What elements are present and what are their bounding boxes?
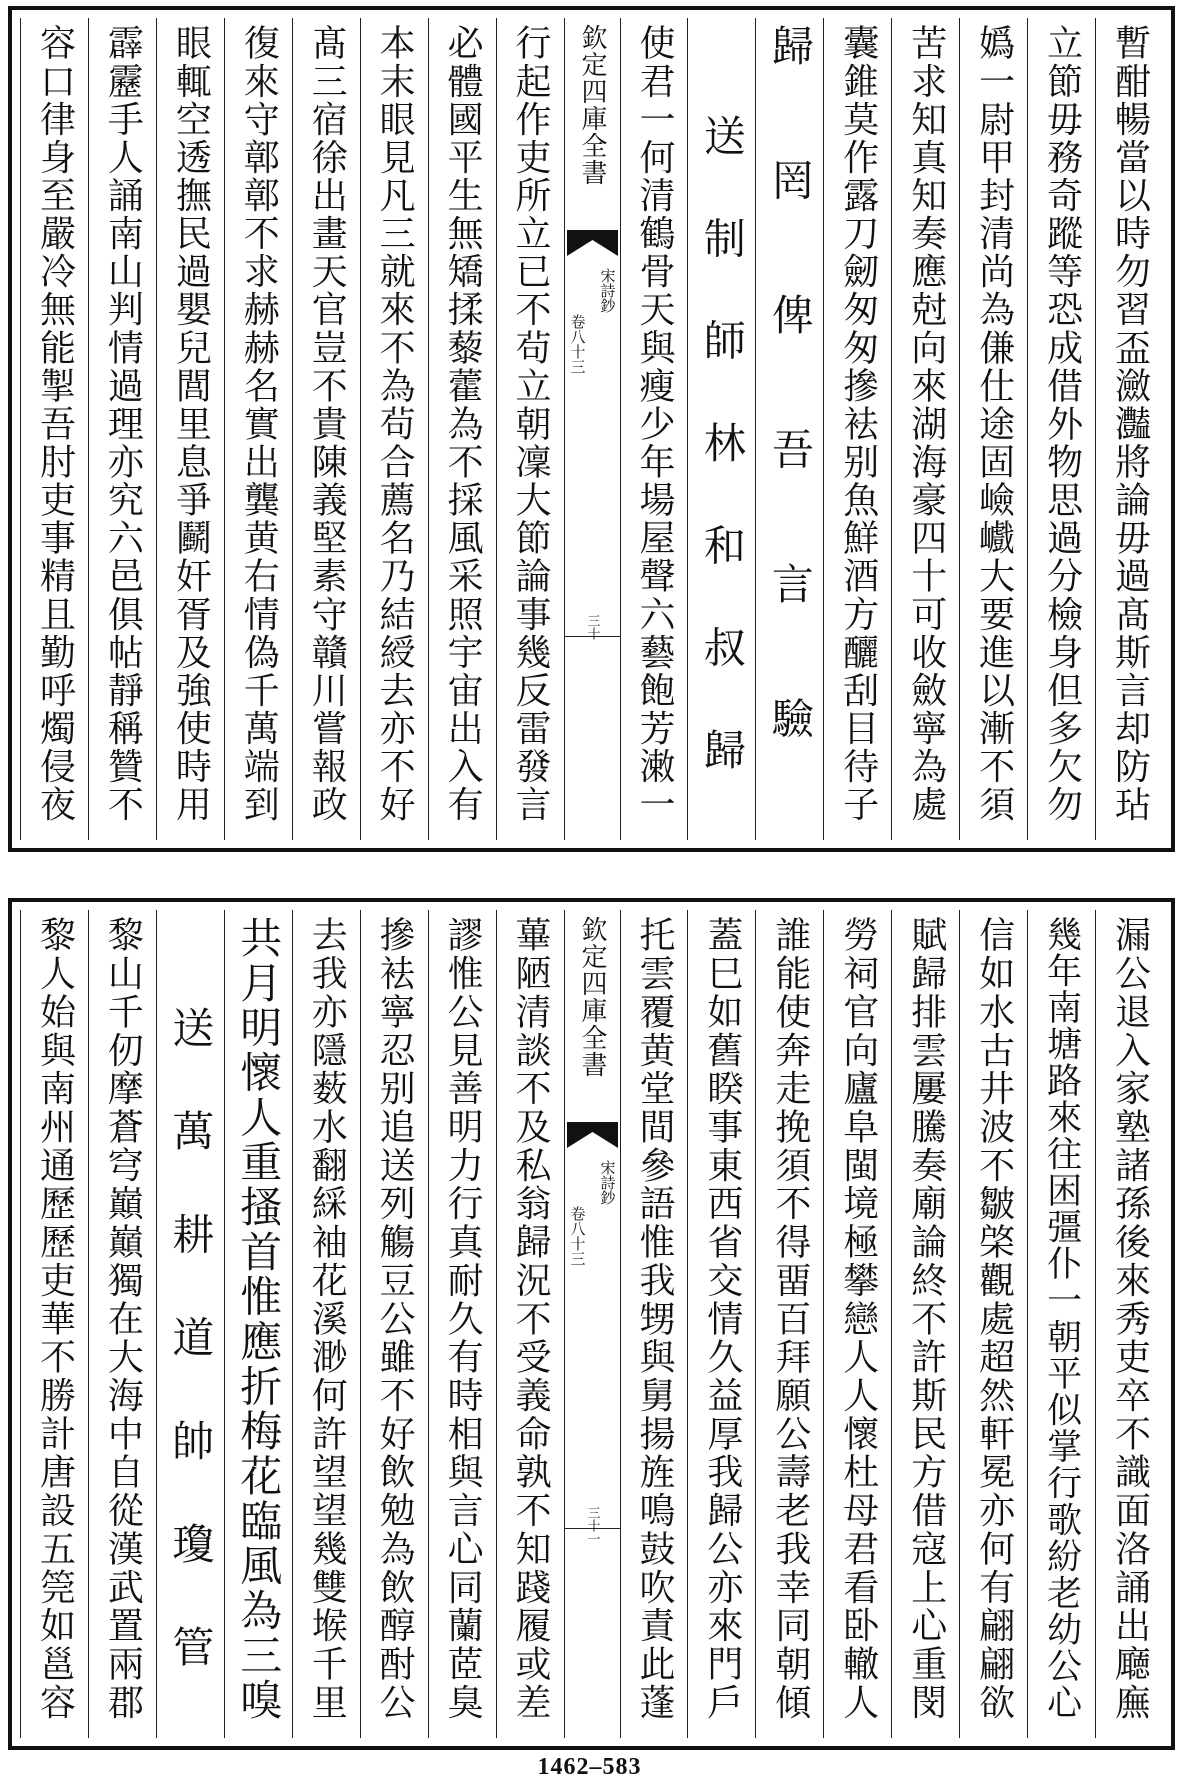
text-column: [428, 910, 496, 1738]
text-line: 歸罔俾吾言驗: [765, 24, 815, 831]
text-column: [20, 910, 88, 1738]
leaf-number: 三十: [584, 614, 600, 640]
center-fold-column: [564, 910, 620, 1738]
text-column: [156, 18, 224, 840]
text-column: [891, 18, 959, 840]
text-column: [292, 910, 360, 1738]
fishtail-mark-icon: [567, 1122, 618, 1148]
text-column: [959, 910, 1027, 1738]
text-line: 本末眼見凡三就來不為茍合薦名乃結綬去亦不好: [374, 24, 416, 824]
text-column: [687, 18, 755, 840]
volume-number: 卷八十三: [568, 314, 587, 374]
volume-number: 卷八十三: [568, 1206, 587, 1266]
text-line: 暫酣暢當以時勿習盃瀲灎將論毋過髙斯言却防玷: [1109, 24, 1151, 824]
text-column: [20, 18, 88, 840]
text-column: [620, 910, 688, 1738]
text-line: 去我亦隱薮水翻綵袖花溪渺何許望望幾雙堠千里: [306, 916, 348, 1722]
text-line: 勞祠官向廬阜閩境極攀戀人人懷杜母君看卧轍人: [837, 916, 879, 1722]
text-column: [1027, 18, 1095, 840]
text-line: 信如水古井波不皺棨觀處超然軒冕亦何有翩翩欲: [973, 916, 1015, 1722]
text-line: 必體國平生無矯揉藜藿為不採風采照宇宙出入有: [442, 24, 484, 824]
text-line: 苦求知真知奏應尅向來湖海豪四十可收斂寧為處: [905, 24, 947, 824]
text-line: 蓽陋清談不及私翁歸況不受義命孰不知踐履或差: [510, 916, 552, 1722]
library-title: 欽定四庫全書: [577, 916, 607, 1078]
text-line: 髙三宿徐出畫天官豈不貴陳義堅素守贛川嘗報政: [306, 24, 348, 824]
text-column: [959, 18, 1027, 840]
text-line: 立節毋務奇蹤等恐成借外物思過分檢身但多欠勿: [1041, 24, 1083, 824]
book-title: 宋詩鈔: [598, 268, 617, 313]
text-column: [891, 910, 959, 1738]
text-column: [496, 18, 564, 840]
poem-title: 送萬耕道帥瓊管: [166, 1006, 216, 1729]
text-line: 行起作吏所立已不茍立朝凜大節論事幾反雷發言: [510, 24, 552, 824]
text-column: [687, 910, 755, 1738]
top-page-body: [20, 18, 1163, 840]
text-column: [224, 910, 292, 1738]
text-column: [1095, 910, 1163, 1738]
text-line: 復來守鄣鄣不求赫赫名實出龔黄右情偽千萬端到: [238, 24, 280, 824]
text-line: 囊錐莫作露刀劒匆匆摻袪别魚鮮酒方釃刮目待子: [837, 24, 879, 824]
text-line: 漏公退入家塾諸孫後來秀吏卒不識面洛誦出廰廡: [1109, 916, 1151, 1722]
text-column: [620, 18, 688, 840]
top-page: [8, 6, 1175, 852]
text-column: [156, 910, 224, 1738]
text-column: [88, 18, 156, 840]
text-column: [1095, 18, 1163, 840]
text-column: [88, 910, 156, 1738]
fishtail-mark-icon: [567, 230, 618, 256]
text-line: 容口律身至嚴冷無能掣吾肘吏事精且勤呼燭侵夜: [34, 24, 76, 824]
text-line: 黎人始與南州通歷歷吏華不勝計唐設五筦如邕容: [34, 916, 76, 1722]
text-line: 謬惟公見善明力行真耐久有時相與言心同蘭茝臭: [442, 916, 484, 1722]
text-line: 賦歸排雲屢騰奏廟論終不許斯民方借寇上心重閔: [905, 916, 947, 1722]
text-column: [755, 18, 823, 840]
text-line: 使君一何清鶴骨天與瘦少年場屋聲六藝飽芳潄一: [633, 24, 675, 824]
text-line: 嬀一尉甲封清尚為傔仕途固嶮巇大要進以漸不須: [973, 24, 1015, 824]
text-column: [360, 18, 428, 840]
text-column: [823, 18, 891, 840]
text-column: [823, 910, 891, 1738]
library-title: 欽定四庫全書: [577, 24, 607, 186]
leaf-number: 三十一: [584, 1506, 600, 1545]
text-line: 托雲覆黄堂間參語惟我甥與舅揚旌鳴鼓吹責此蓬: [633, 916, 675, 1722]
page-number-footer: 1462–583: [537, 1754, 642, 1780]
text-line: 誰能使奔走挽須不得畱百拜願公壽老我幸同朝傾: [769, 916, 811, 1722]
text-line: 眼輒空透撫民過嬰兒閭里息爭鬬奸胥及強使時用: [170, 24, 212, 824]
text-line: 幾年南塘路來往困彊仆一朝平似掌行歌紛老幼公心: [1041, 916, 1082, 1721]
bottom-page: [8, 898, 1175, 1750]
text-line: 共月明懷人重搔首惟應折梅花臨風為三嗅: [234, 916, 284, 1723]
text-line: 霹靂手人誦南山判情過理亦究六邑俱帖靜稱贊不: [102, 24, 144, 824]
bottom-page-body: [20, 910, 1163, 1738]
poem-title: 送制師林和叔歸: [697, 114, 747, 831]
text-column: [428, 18, 496, 840]
text-column: [224, 18, 292, 840]
text-line: 蓋巳如舊睽事東西省交情久益厚我歸公亦來門戶: [701, 916, 743, 1722]
text-column: [496, 910, 564, 1738]
text-column: [755, 910, 823, 1738]
text-line: 黎山千仞摩蒼穹巔巔獨在大海中自從漢武置兩郡: [102, 916, 144, 1722]
text-column: [1027, 910, 1095, 1738]
text-column: [360, 910, 428, 1738]
text-line: 摻袪寧忍别追送列觴豆公雖不好飲勉為飲醇酎公: [374, 916, 416, 1722]
book-title: 宋詩鈔: [598, 1160, 617, 1205]
text-column: [292, 18, 360, 840]
center-fold-column: [564, 18, 620, 840]
